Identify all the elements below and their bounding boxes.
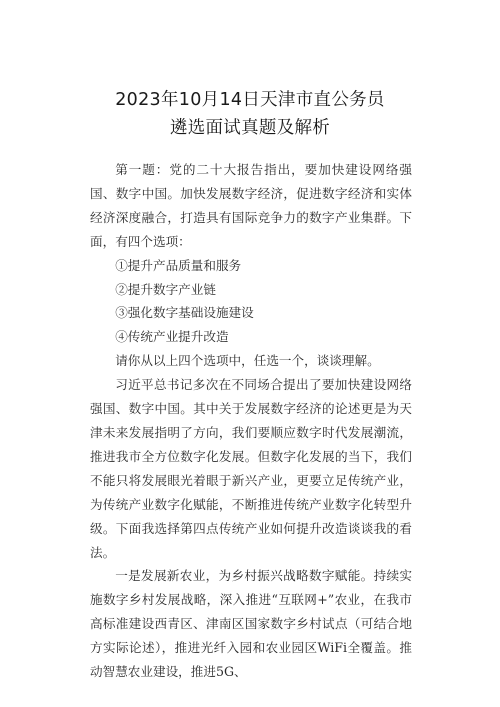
question-instruction: 请你从以上四个选项中，任选一个，谈谈理解。 bbox=[115, 353, 380, 369]
question-stem: 第一题：党的二十大报告指出，要加快建设网络强国、数字中国。加快发展数字经济，促进数字经济和实体经济深度融合，打造具有国际竞争力的数字产业集群。下面，有四个选项： bbox=[90, 162, 412, 249]
option-1: ①提升产品质量和服务 bbox=[115, 257, 242, 273]
title-line-1: 2023年10月14日天津市直公务员 bbox=[115, 90, 385, 110]
answer-paragraph-1: 习近平总书记多次在不同场合提出了要加快建设网络强国、数字中国。其中关于发展数字经济的论述更是为天津未来发展指明了方向，我们要顺应数字时代发展潮流，推进我市全方位数字化发展。但数字化发展的当下，我们不能只将发展眼光着眼于新兴产业，更要立足传统产业，为传统产业数字化赋能，不断推进传统产业数字化转型升级。下面我选择第四点传统产业如何提升改造谈谈我的看法。 bbox=[90, 377, 412, 560]
option-4: ④传统产业提升改造 bbox=[115, 329, 229, 345]
document-body bbox=[90, 158, 412, 684]
document-title bbox=[0, 86, 500, 142]
answer-paragraph-2: 一是发展新农业，为乡村振兴战略数字赋能。持续实施数字乡村发展战略，深入推进“互联网+”农业，在我市高标准建设西青区、津南区国家数字乡村试点（可结合地方实际论述），推进光纤入园和农业园区WiFi全覆盖。推动智慧农业建设，推进5G、 bbox=[90, 568, 412, 680]
title-line-2: 遴选面试真题及解析 bbox=[169, 118, 331, 138]
option-2: ②提升数字产业链 bbox=[115, 281, 216, 297]
option-3: ③强化数字基础设施建设 bbox=[115, 305, 254, 321]
